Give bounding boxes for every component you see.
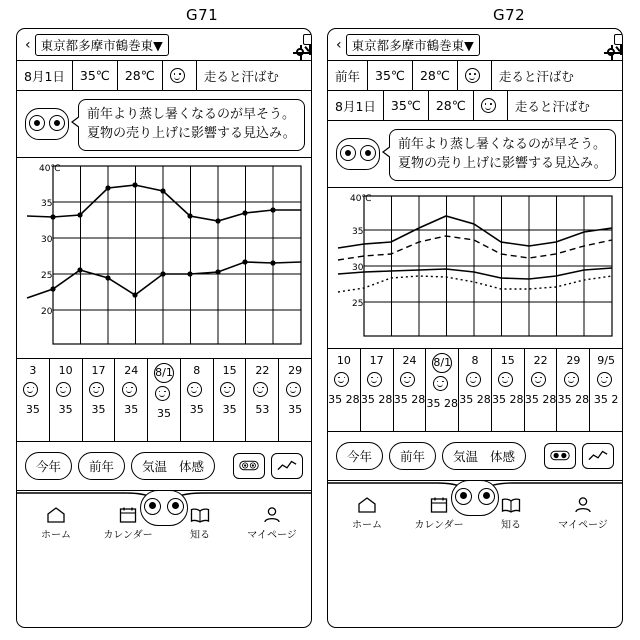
back-icon[interactable]: ‹ xyxy=(336,36,342,53)
condition-temp-low: 28℃ xyxy=(429,91,474,120)
chip-metric-group[interactable] xyxy=(131,452,215,480)
day-date: 29 xyxy=(566,353,581,367)
day-date: 8/1 xyxy=(432,353,452,373)
condition-temp-high: 35℃ xyxy=(368,61,413,90)
day-value: 35 28 xyxy=(557,392,590,406)
day-column[interactable] xyxy=(328,349,361,431)
condition-date: 8月1日 xyxy=(328,91,384,120)
nav-label: カレンダー xyxy=(103,529,153,541)
day-date: 15 xyxy=(222,363,237,377)
day-date: 8 xyxy=(471,353,479,367)
day-value: 35 xyxy=(25,402,40,416)
line-chart-icon xyxy=(588,449,608,463)
smiley-icon xyxy=(89,382,108,400)
chip-feel[interactable]: 体感 xyxy=(490,448,516,464)
day-column[interactable] xyxy=(361,349,394,431)
svg-text:35: 35 xyxy=(41,198,53,209)
svg-text:25: 25 xyxy=(41,270,53,281)
condition-temp-high: 35℃ xyxy=(384,91,429,120)
mascot-eyes-icon xyxy=(336,138,380,170)
top-bar-right xyxy=(328,29,622,61)
day-value: 35 28 xyxy=(492,392,524,406)
smiley-icon xyxy=(597,372,616,390)
location-selector[interactable]: 東京都多摩市鶴巻東▼ xyxy=(35,34,169,56)
mascot-eyes-icon xyxy=(451,480,499,516)
condition-face-icon xyxy=(458,61,492,90)
day-column-selected[interactable] xyxy=(148,359,181,441)
smiley-icon xyxy=(23,382,42,400)
chip-metric-group[interactable] xyxy=(442,442,526,470)
location-selector[interactable]: 東京都多摩市鶴巻東▼ xyxy=(346,34,480,56)
day-value: 35 xyxy=(222,402,237,416)
day-column[interactable] xyxy=(394,349,427,431)
day-column[interactable] xyxy=(590,349,622,431)
top-bar-left xyxy=(17,29,311,61)
smiley-icon xyxy=(433,376,452,394)
chip-last-year[interactable]: 前年 xyxy=(78,452,125,480)
day-value: 35 xyxy=(124,402,139,416)
condition-row xyxy=(17,61,311,91)
day-value: 35 xyxy=(189,402,204,416)
day-strip-left xyxy=(17,358,311,442)
chip-temperature[interactable]: 気温 xyxy=(453,448,479,464)
bottom-nav-right xyxy=(328,481,622,537)
smiley-icon xyxy=(122,382,141,400)
day-date: 15 xyxy=(500,353,515,367)
day-value: 35 28 xyxy=(328,392,360,406)
bottom-nav-left xyxy=(17,491,311,547)
day-column[interactable] xyxy=(83,359,116,441)
svg-text:25: 25 xyxy=(352,298,364,309)
temperature-chart-right xyxy=(328,188,622,348)
condition-temp-low: 28℃ xyxy=(413,61,458,90)
day-column[interactable] xyxy=(459,349,492,431)
day-value: 35 28 xyxy=(426,396,458,410)
day-value: 35 xyxy=(91,402,106,416)
mascot-eyes-icon xyxy=(140,490,188,526)
chip-last-year[interactable]: 前年 xyxy=(389,442,436,470)
nav-center-button[interactable] xyxy=(446,477,504,519)
smiley-icon xyxy=(367,372,386,390)
nav-label: 知る xyxy=(190,529,210,541)
nav-label: マイページ xyxy=(247,529,297,541)
day-column[interactable] xyxy=(557,349,590,431)
filter-chips-left xyxy=(17,442,311,491)
day-strip-right xyxy=(328,348,622,432)
condition-row-previous-year xyxy=(328,61,622,91)
nav-label: ホーム xyxy=(352,519,382,531)
day-value: 35 28 xyxy=(393,392,426,406)
smiley-icon xyxy=(400,372,419,390)
smiley-icon xyxy=(466,372,485,390)
day-value: 35 xyxy=(288,402,303,416)
svg-text:35: 35 xyxy=(352,226,364,237)
condition-comment: 走ると汗ばむ xyxy=(203,68,279,84)
nav-label: 知る xyxy=(501,519,521,531)
smiley-icon xyxy=(334,372,353,390)
condition-date: 8月1日 xyxy=(17,61,73,90)
smiley-icon xyxy=(187,382,206,400)
bubble-line-2: 夏物の売り上げに影響する見込み。 xyxy=(398,155,607,171)
line-chart-icon xyxy=(277,459,297,473)
day-date: 17 xyxy=(91,363,106,377)
chip-this-year[interactable]: 今年 xyxy=(25,452,72,480)
condition-face-icon xyxy=(163,61,197,90)
day-column[interactable] xyxy=(181,359,214,441)
condition-comment: 走ると汗ばむ xyxy=(514,98,590,114)
mascot-eyes-icon-button[interactable] xyxy=(233,453,265,479)
chip-feel[interactable]: 体感 xyxy=(179,458,205,474)
filter-chips-right xyxy=(328,432,622,481)
day-date: 24 xyxy=(402,353,417,367)
day-value: 35 xyxy=(157,406,172,420)
condition-comment: 走ると汗ばむ xyxy=(498,68,574,84)
condition-row-current xyxy=(328,91,622,121)
condition-date: 前年 xyxy=(328,61,368,90)
svg-text:30: 30 xyxy=(41,234,53,245)
day-column[interactable] xyxy=(214,359,247,441)
day-column-selected[interactable] xyxy=(426,349,459,431)
svg-text:30: 30 xyxy=(352,262,364,273)
day-date: 9/5 xyxy=(597,353,615,367)
day-value: 35 28 xyxy=(459,392,491,406)
smiley-icon xyxy=(498,372,517,390)
day-value: 35 xyxy=(58,402,73,416)
condition-temp-low: 28℃ xyxy=(118,61,163,90)
line-chart-icon-button[interactable] xyxy=(582,443,614,469)
condition-face-icon xyxy=(474,91,508,120)
mascot-eyes-icon xyxy=(25,108,69,140)
day-date: 22 xyxy=(533,353,548,367)
smiley-icon xyxy=(564,372,583,390)
day-date: 8/1 xyxy=(154,363,174,383)
day-date: 8 xyxy=(193,363,201,377)
mascot-balloon-right xyxy=(328,121,622,188)
day-value: 35 28 xyxy=(360,392,393,406)
day-date: 3 xyxy=(29,363,37,377)
bubble-line-1: 前年より蒸し暑くなるのが早そう。 xyxy=(398,137,607,152)
mascot-eyes-icon-button[interactable] xyxy=(544,443,576,469)
day-value: 53 xyxy=(255,402,270,416)
smiley-icon xyxy=(253,382,272,400)
day-date: 10 xyxy=(336,353,351,367)
day-column[interactable] xyxy=(279,359,311,441)
condition-temp-high: 35℃ xyxy=(73,61,118,90)
day-column[interactable] xyxy=(17,359,50,441)
smiley-icon xyxy=(286,382,305,400)
chart-svg xyxy=(17,158,309,358)
day-date: 17 xyxy=(369,353,384,367)
temperature-chart-left xyxy=(17,158,311,358)
line-chart-icon-button[interactable] xyxy=(271,453,303,479)
mascot-eyes-icon xyxy=(239,460,259,471)
svg-text:40℃: 40℃ xyxy=(39,163,61,174)
figure-label-left: G71 xyxy=(186,6,219,24)
chip-this-year[interactable]: 今年 xyxy=(336,442,383,470)
day-value: 35 28 xyxy=(524,392,557,406)
nav-label: ホーム xyxy=(41,529,71,541)
smiley-icon xyxy=(56,382,75,400)
svg-text:40℃: 40℃ xyxy=(350,193,372,204)
phone-screen-g72 xyxy=(327,28,623,628)
figure-label-right: G72 xyxy=(493,6,526,24)
day-date: 24 xyxy=(124,363,139,377)
nav-label: マイページ xyxy=(558,519,608,531)
day-column[interactable] xyxy=(246,359,279,441)
chart-svg xyxy=(328,188,620,348)
day-date: 10 xyxy=(58,363,73,377)
chip-temperature[interactable]: 気温 xyxy=(142,458,168,474)
smiley-icon xyxy=(220,382,239,400)
nav-center-button[interactable] xyxy=(135,487,193,529)
day-column[interactable] xyxy=(525,349,558,431)
nav-label: カレンダー xyxy=(414,519,464,531)
back-icon[interactable]: ‹ xyxy=(25,36,31,53)
bubble-line-1: 前年より蒸し暑くなるのが早そう。 xyxy=(87,107,296,122)
day-date: 22 xyxy=(255,363,270,377)
smiley-icon xyxy=(531,372,550,390)
bubble-line-2: 夏物の売り上げに影響する見込み。 xyxy=(87,125,296,141)
day-column[interactable] xyxy=(115,359,148,441)
phone-screen-g71 xyxy=(16,28,312,628)
day-date: 29 xyxy=(288,363,303,377)
svg-text:20: 20 xyxy=(41,306,53,317)
day-value: 35 2 xyxy=(593,392,619,406)
speech-bubble xyxy=(78,99,305,151)
mascot-eyes-icon xyxy=(550,450,570,461)
smiley-icon xyxy=(155,386,174,404)
speech-bubble xyxy=(389,129,616,181)
day-column[interactable] xyxy=(50,359,83,441)
day-column[interactable] xyxy=(492,349,525,431)
mascot-balloon-left xyxy=(17,91,311,158)
